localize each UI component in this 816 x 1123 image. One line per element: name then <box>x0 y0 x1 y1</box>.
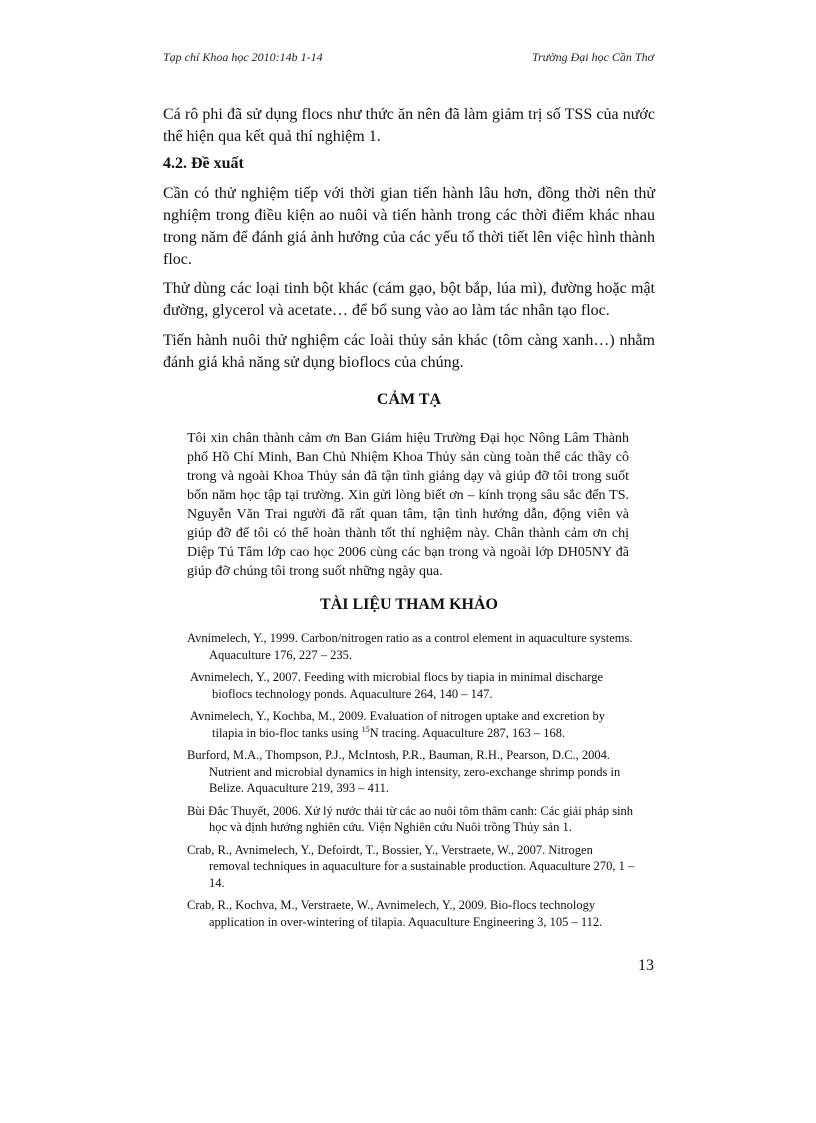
reference-item: Burford, M.A., Thompson, P.J., McIntosh, P.R., Bauman, R.H., Pearson, D.C., 2004. Nutrient and microbial dynamics in high intensity, zero-exchange shrimp ponds in Belize. Aquaculture 219, 393 – 411. <box>187 748 621 795</box>
reference-item: Crab, R., Avnimelech, Y., Defoirdt, T., Bossier, Y., Verstraete, W., 2007. Nitrogen removal techniques in aquaculture for a sustainable production. Aquaculture 270, 1 – 14. <box>187 842 635 890</box>
page-number: 13 <box>638 957 654 974</box>
section-heading-4-2: 4.2. Đề xuất <box>163 155 244 172</box>
reference-item: Avnimelech, Y., 1999. Carbon/nitrogen ratio as a control element in aquaculture systems. Aquaculture 176, 227 – 235. <box>187 631 633 662</box>
reference-text: N tracing. Aquaculture 287, 163 – 168. <box>369 725 566 740</box>
intro-paragraph: Cá rô phi đã sử dụng flocs như thức ăn nên đã làm giảm trị số TSS của nước thể hiện qua kết quả thí nghiệm 1. <box>163 106 655 145</box>
acknowledgement-heading: CẢM TẠ <box>376 391 442 408</box>
references-heading: TÀI LIỆU THAM KHẢO <box>320 596 498 613</box>
reference-item: Crab, R., Kochva, M., Verstraete, W., Avnimelech, Y., 2009. Bio-flocs technology application in over-wintering of tilapia. Aquaculture Engineering 3, 105 – 112. <box>187 898 603 929</box>
proposal-paragraph-3: Tiến hành nuôi thử nghiệm các loài thủy sản khác (tôm càng xanh…) nhằm đánh giá khả năng sử dụng bioflocs của chúng. <box>163 332 655 371</box>
reference-item: Avnimelech, Y., 2007. Feeding with microbial flocs by tiapia in minimal discharge bioflocs technology ponds. Aquaculture 264, 140 – 147. <box>190 670 604 701</box>
acknowledgement-text: Tôi xin chân thành cảm ơn Ban Giám hiệu Trường Đại học Nông Lâm Thành phố Hồ Chí Minh, Ban Chủ Nhiệm Khoa Thủy sản cùng toàn thể các thầy cô trong và ngoài Khoa Thủy sản đã tận tình giảng dạy và giúp đỡ tôi trong suốt bốn năm học tập tại trường. Xin gửi lòng biết ơn – kính trọng sâu sắc đến TS. Nguyễn Văn Trai người đã rất quan tâm, tận tình hướng dẫn, động viên và giúp đỡ để tôi có thể hoàn thành tốt thí nghiệm này. Chân thành cảm ơn chị Diệp Tú Tâm lớp cao học 2006 cùng các bạn trong và ngoài lớp DH05NY đã giúp đỡ chúng tôi trong suốt những ngày qua. <box>187 431 629 579</box>
reference-list <box>187 630 635 936</box>
reference-item: Bùi Đắc Thuyết, 2006. Xử lý nước thải từ các ao nuôi tôm thâm canh: Các giải pháp sinh học và định hướng nghiên cứu. Viện Nghiên cứu Nuôi trồng Thủy sản 1. <box>187 803 634 834</box>
proposal-paragraph-1: Cần có thử nghiệm tiếp với thời gian tiến hành lâu hơn, đồng thời nên thử nghiệm trong điều kiện ao nuôi và tiến hành trong các thời điểm khác nhau trong năm để đánh giá ảnh hưởng của các yếu tố thời tiết lên việc hình thành floc. <box>163 185 655 268</box>
isotope-superscript: 15 <box>361 724 370 734</box>
running-header-university: Trường Đại học Cần Thơ <box>531 50 654 64</box>
reference-item <box>187 708 635 741</box>
reference-text: Avnimelech, Y., Kochba, M., 2009. Evaluation of nitrogen uptake and excretion by tilapia in bio-floc tanks using <box>190 709 605 740</box>
proposal-paragraph-2: Thử dùng các loại tinh bột khác (cám gạo, bột bắp, lúa mì), đường hoặc mật đường, glycerol và acetate… để bổ sung vào ao làm tác nhân tạo floc. <box>163 280 655 319</box>
running-header-journal: Tạp chí Khoa học 2010:14b 1-14 <box>163 50 323 64</box>
